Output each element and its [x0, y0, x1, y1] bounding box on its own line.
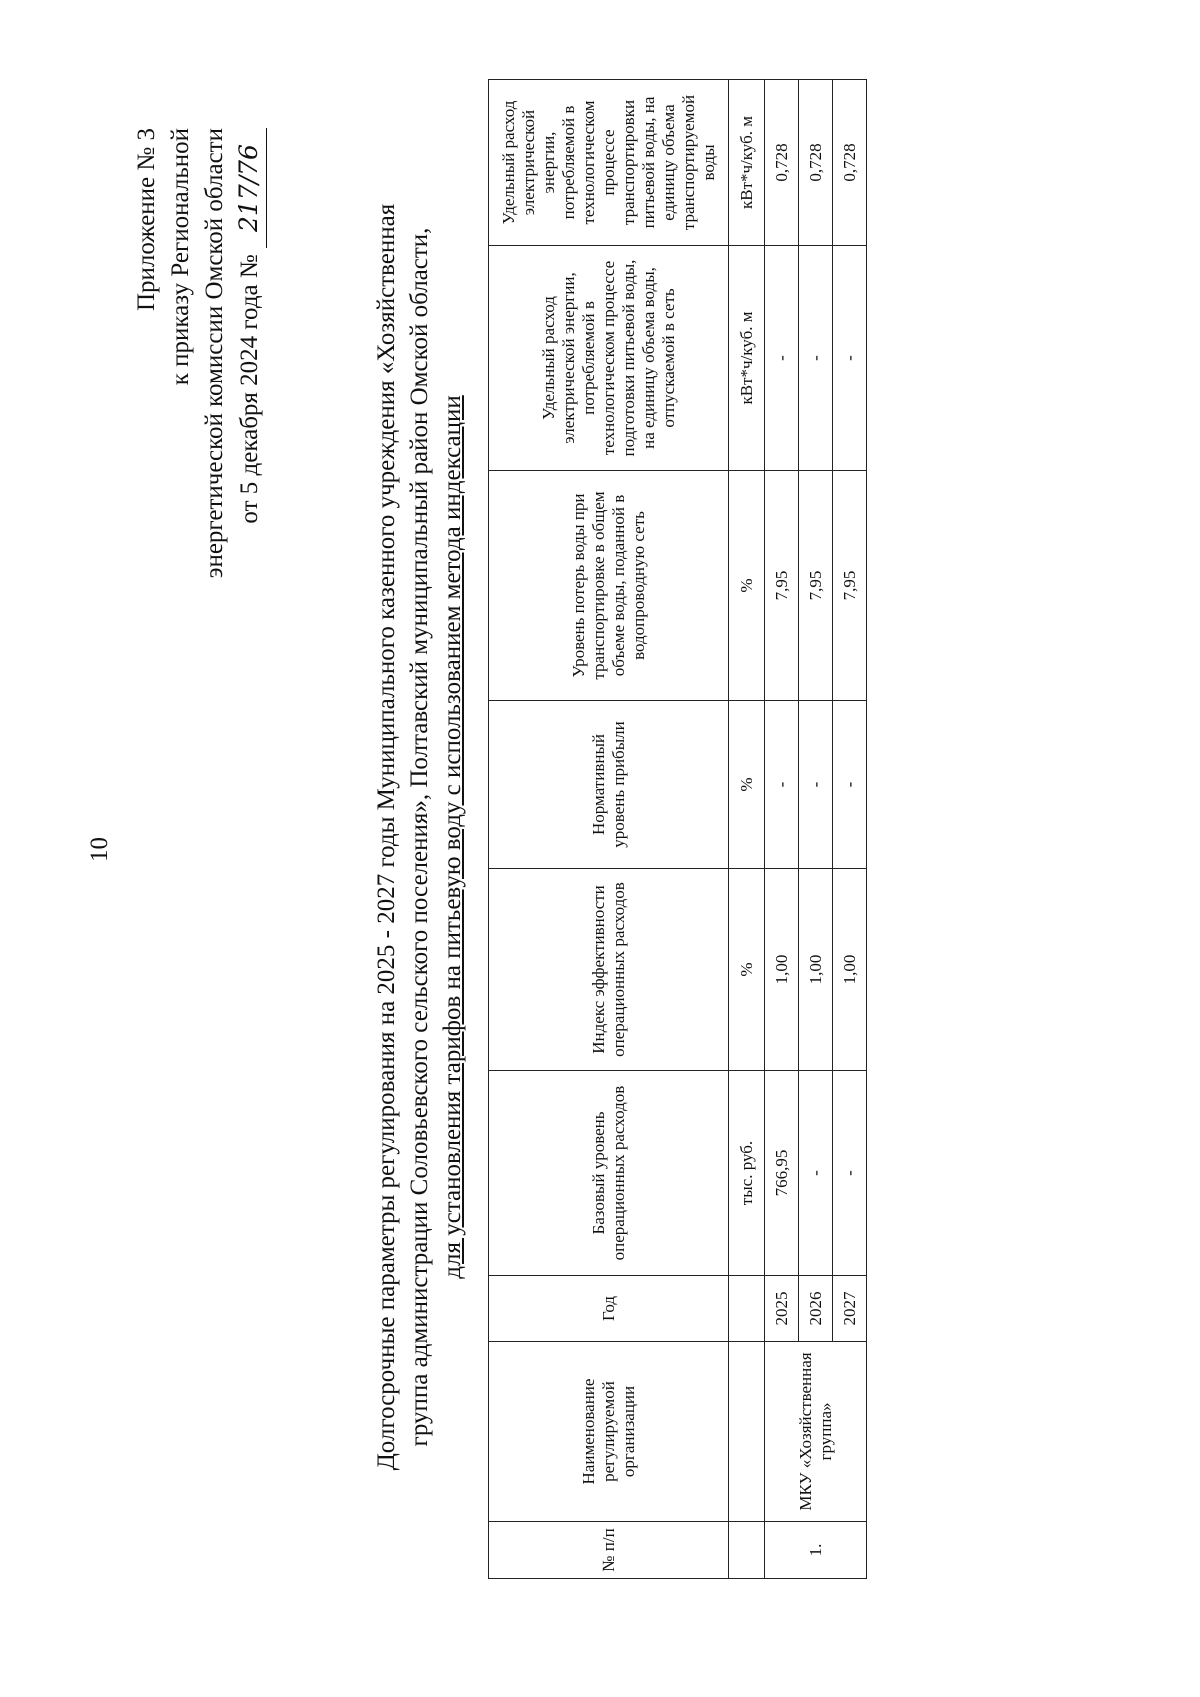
table-row — [765, 80, 799, 1579]
cell-energy-transport: 0,728 — [833, 80, 867, 246]
header-energy-preparation: Удельный расход электрической энергии, потребляемой в технологическом процессе подготовки питьевой воды, на единицу объема воды, отпускаемой в сеть — [489, 246, 729, 471]
cell-profit: - — [833, 701, 867, 869]
unit-loss: % — [729, 471, 765, 701]
units-empty-org — [729, 1342, 765, 1522]
row-number: 1. — [765, 1522, 867, 1579]
header-normative-profit: Нормативный уровень прибыли — [489, 701, 729, 869]
appendix-date-text: от 5 декабря 2024 года № — [236, 254, 263, 524]
cell-energy-preparation: - — [833, 246, 867, 471]
cell-energy-transport: 0,728 — [799, 80, 833, 246]
unit-profit: % — [729, 701, 765, 869]
header-base-operating-costs: Базовый уровень операционных расходов — [489, 1071, 729, 1276]
cell-year: 2027 — [833, 1276, 867, 1342]
cell-energy-preparation: - — [765, 246, 799, 471]
appendix-date-line — [232, 128, 267, 688]
cell-efficiency: 1,00 — [765, 869, 799, 1071]
cell-loss: 7,95 — [765, 471, 799, 701]
cell-profit: - — [765, 701, 799, 869]
document-title — [370, 97, 469, 1577]
cell-energy-transport: 0,728 — [765, 80, 799, 246]
header-efficiency-index: Индекс эффективности операционных расходов — [489, 869, 729, 1071]
cell-base: 766,95 — [765, 1071, 799, 1276]
regulation-parameters-table — [488, 79, 867, 1579]
header-organization: Наименование регулируемой организации — [489, 1342, 729, 1522]
units-empty-year — [729, 1276, 765, 1342]
cell-year: 2026 — [799, 1276, 833, 1342]
cell-loss: 7,95 — [833, 471, 867, 701]
header-water-loss: Уровень потерь воды при транспортировке в общем объеме воды, поданной в водопроводную сеть — [489, 471, 729, 701]
title-line-2: группа администрации Соловьевского сельского поселения», Полтавский муниципальный район Омской области, — [406, 227, 433, 1447]
header-year: Год — [489, 1276, 729, 1342]
header-row — [489, 80, 729, 1579]
header-num: № п/п — [489, 1522, 729, 1579]
handwritten-order-number: 217/76 — [232, 128, 267, 248]
title-line-3: для установления тарифов на питьевую воду с использованием метода индексации — [439, 395, 466, 1279]
cell-base: - — [799, 1071, 833, 1276]
cell-profit: - — [799, 701, 833, 869]
title-line-1: Долгосрочные параметры регулирования на 2025 - 2027 годы Муниципального казенного учреждения «Хозяйственная — [373, 203, 400, 1471]
appendix-title: Приложение № 3 — [133, 128, 160, 312]
unit-energy-transport: кВт*ч/куб. м — [729, 80, 765, 246]
unit-energy-preparation: кВт*ч/куб. м — [729, 246, 765, 471]
cell-efficiency: 1,00 — [833, 869, 867, 1071]
organization-name: МКУ «Хозяйственная группа» — [765, 1342, 867, 1522]
cell-loss: 7,95 — [799, 471, 833, 701]
appendix-order-line: к приказу Региональной — [167, 128, 194, 386]
page-number: 10 — [86, 837, 113, 862]
unit-base: тыс. руб. — [729, 1071, 765, 1276]
cell-energy-preparation: - — [799, 246, 833, 471]
cell-efficiency: 1,00 — [799, 869, 833, 1071]
cell-year: 2025 — [765, 1276, 799, 1342]
appendix-header — [130, 128, 267, 688]
cell-base: - — [833, 1071, 867, 1276]
unit-efficiency: % — [729, 869, 765, 1071]
header-energy-transport: Удельный расход электрической энергии, потребляемой в технологическом процессе транспортировки питьевой воды, на единицу объема транспортируемой воды — [489, 80, 729, 246]
appendix-commission-line: энергетической комиссии Омской области — [201, 128, 228, 579]
units-empty-num — [729, 1522, 765, 1579]
units-row — [729, 80, 765, 1579]
